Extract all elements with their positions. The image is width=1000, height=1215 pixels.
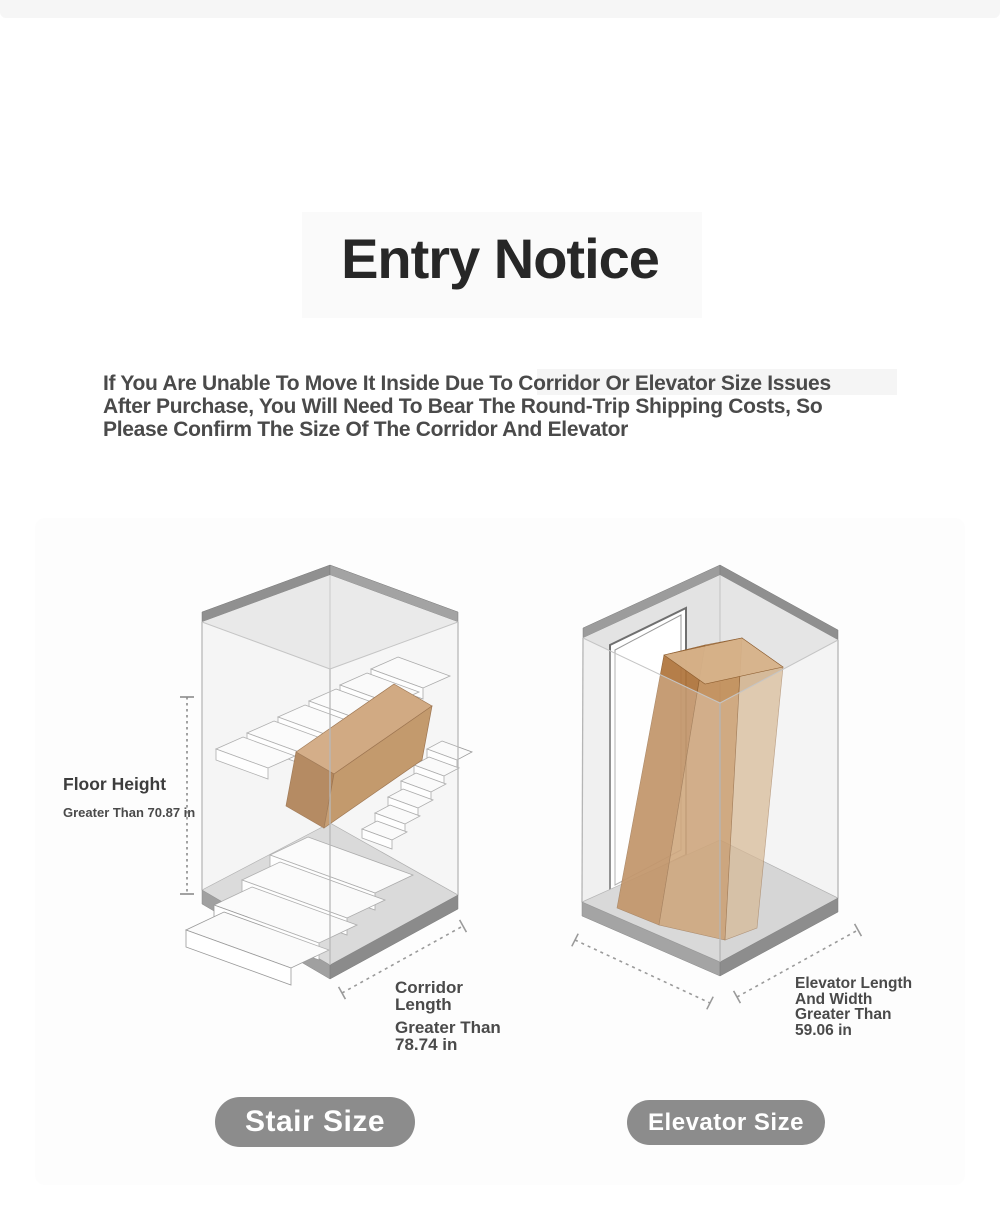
- corridor-length-label: Corridor Length Greater Than 78.74 in: [395, 978, 501, 1054]
- stair-size-illustration: [150, 545, 520, 1015]
- stair-size-button[interactable]: Stair Size: [215, 1097, 415, 1147]
- notice-line: If You Are Unable To Move It Inside Due To Corridor Or Elevator Size Issues: [103, 372, 831, 395]
- page-title: Entry Notice: [341, 227, 659, 290]
- floor-height-measure-line: [180, 697, 194, 894]
- elevator-size-illustration: [555, 550, 895, 1020]
- floor-height-value: Greater Than 70.87 in: [63, 805, 196, 820]
- elevator-size-label: Elevator Length And Width Greater Than 59.06 in: [795, 975, 913, 1039]
- notice-line: Please Confirm The Size Of The Corridor And Elevator: [103, 418, 629, 441]
- notice-paragraph: [103, 372, 923, 441]
- elevator-size-button[interactable]: Elevator Size: [627, 1100, 825, 1145]
- top-divider-strip: [0, 0, 1000, 18]
- floor-height-label: Floor Height: [63, 774, 167, 794]
- notice-line: After Purchase, You Will Need To Bear The Round-Trip Shipping Costs, So: [103, 395, 823, 418]
